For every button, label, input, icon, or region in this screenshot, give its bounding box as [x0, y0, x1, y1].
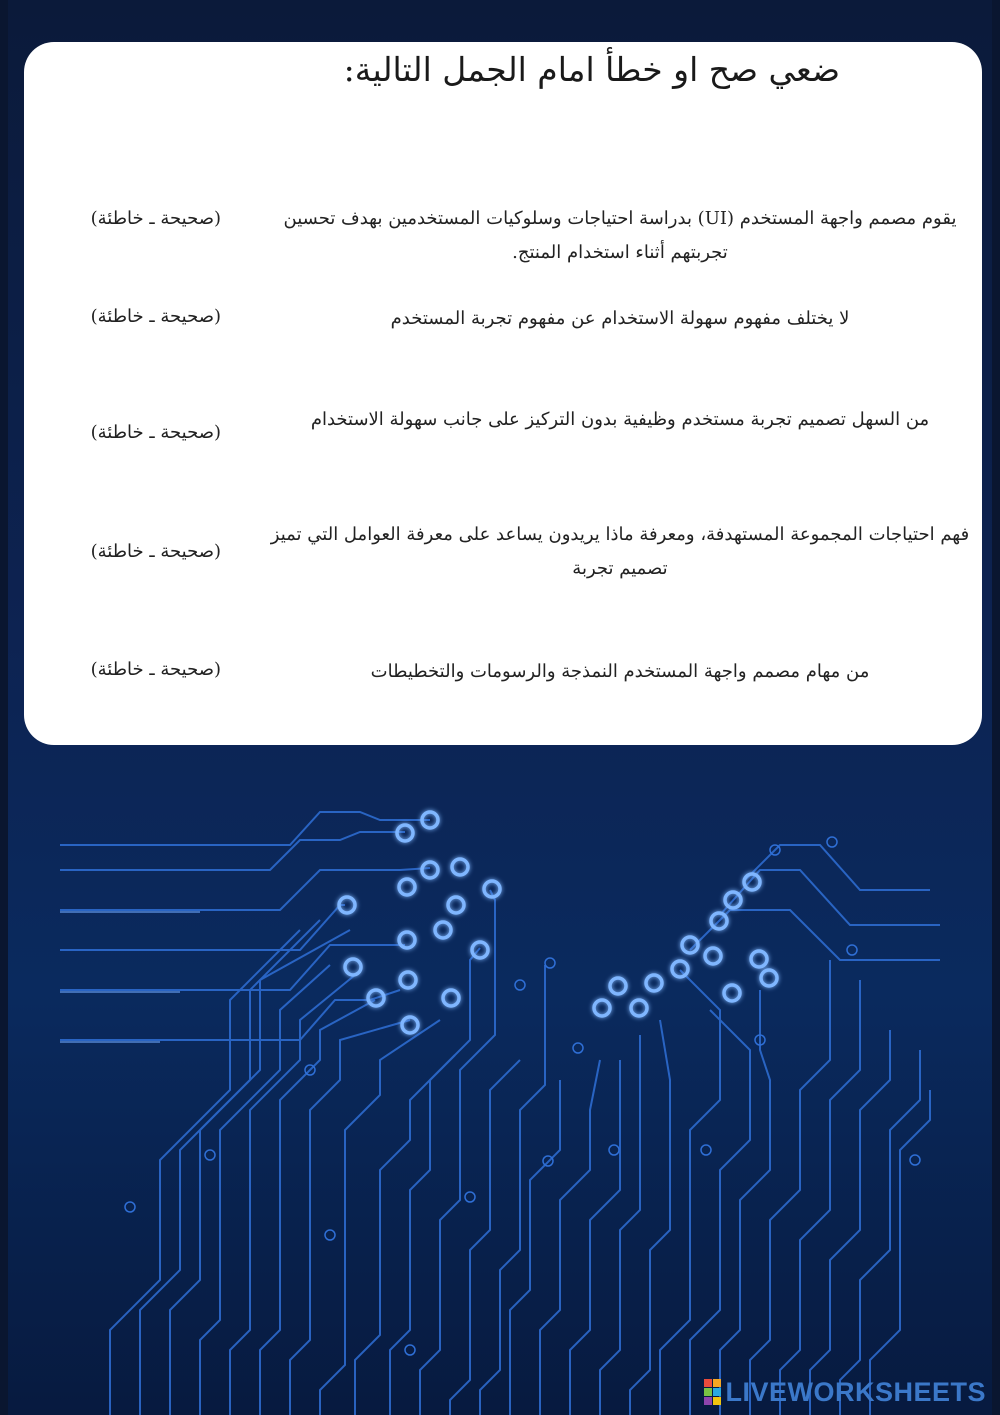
question-3-text: من السهل تصميم تجربة مستخدم وظيفية بدون التركيز على جانب سهولة الاستخدام	[310, 409, 930, 430]
question-1-choice[interactable]	[36, 208, 221, 229]
question-2-choice[interactable]	[36, 306, 221, 327]
liveworksheets-branding[interactable]	[704, 1377, 986, 1407]
liveworksheets-logo-icon	[704, 1379, 721, 1405]
question-4-choice[interactable]	[36, 541, 221, 562]
question-4-text: فهم احتياجات المجموعة المستهدفة، ومعرفة ماذا يريدون يساعد على معرفة العوامل التي تميز تصميم تجربة	[270, 524, 970, 579]
logo-square-4	[713, 1388, 721, 1396]
worksheet-title: ضعي صح او خطأ امام الجمل التالية:	[343, 50, 840, 89]
brand-name: LIVEWORKSHEETS	[725, 1376, 986, 1407]
question-1-answer-field[interactable]	[36, 208, 221, 229]
logo-square-2	[713, 1379, 721, 1387]
question-2-text: لا يختلف مفهوم سهولة الاستخدام عن مفهوم تجربة المستخدم	[390, 308, 850, 329]
question-5-choice[interactable]	[36, 659, 221, 680]
question-5-answer-field[interactable]	[36, 659, 221, 680]
logo-square-6	[713, 1397, 721, 1405]
logo-square-5	[704, 1397, 712, 1405]
worksheet-card	[24, 42, 982, 745]
question-4-answer-field[interactable]	[36, 541, 221, 562]
question-2-answer-field[interactable]	[36, 306, 221, 327]
logo-square-1	[704, 1379, 712, 1387]
question-1-text: يقوم مصمم واجهة المستخدم (UI) بدراسة احتياجات وسلوكيات المستخدمين بهدف تحسين تجربتهم أثناء استخدام المنتج.	[283, 208, 957, 263]
question-5-text: من مهام مصمم واجهة المستخدم النمذجة والرسومات والتخطيطات	[370, 661, 870, 682]
question-3-answer-field[interactable]	[36, 422, 221, 443]
logo-square-3	[704, 1388, 712, 1396]
question-3-choice[interactable]	[36, 422, 221, 443]
circuit-board-illustration	[0, 750, 1000, 1415]
